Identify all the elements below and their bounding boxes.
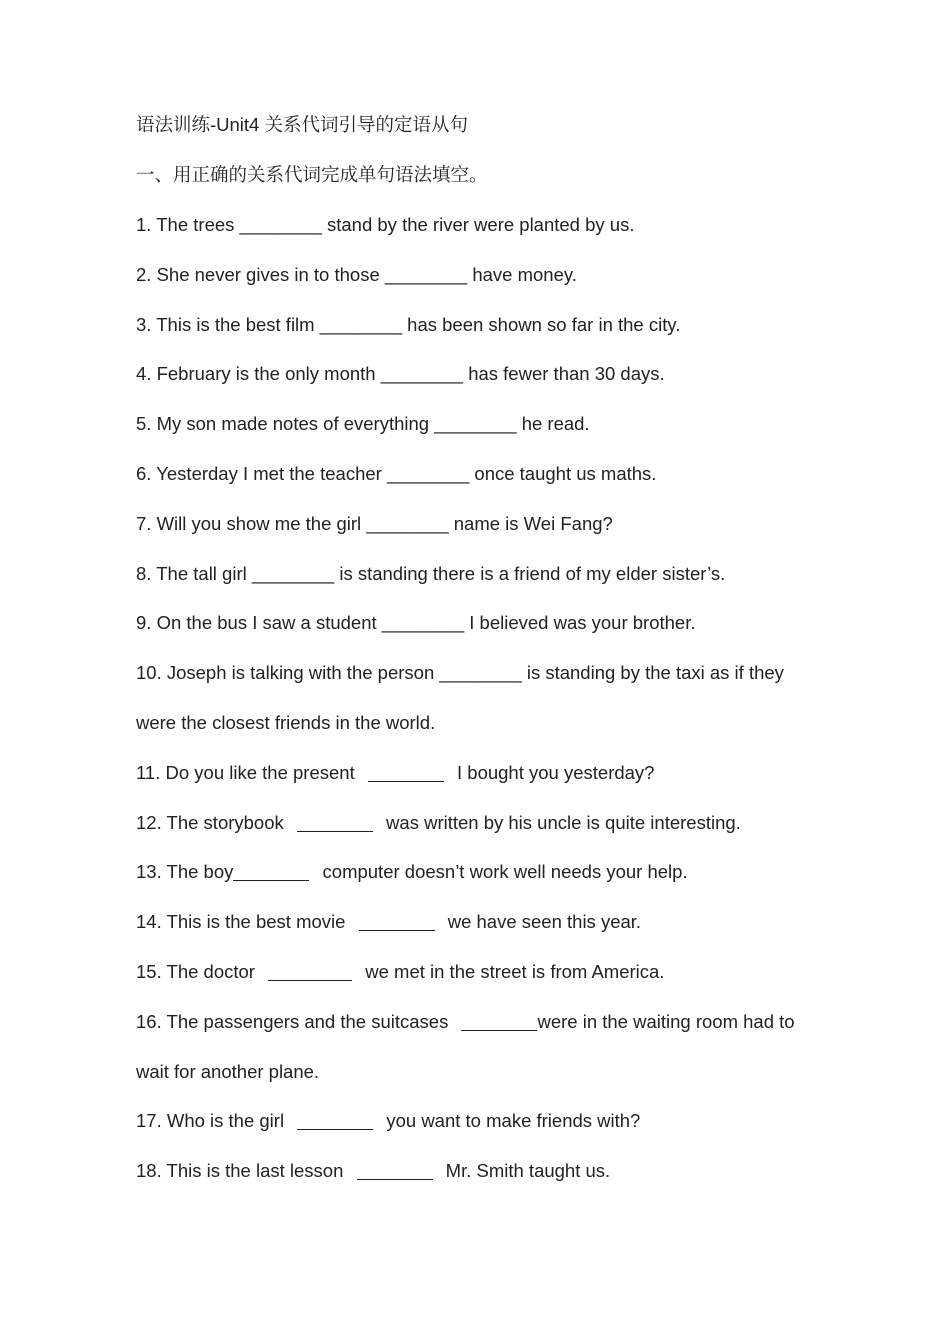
question-text-before: Do you like the present xyxy=(165,762,355,783)
section-heading: 一、用正确的关系代词完成单句语法填空。 xyxy=(136,164,488,185)
question-18 xyxy=(136,1159,610,1183)
answer-blank[interactable]: ________ xyxy=(251,563,335,584)
question-text-before: Joseph is talking with the person xyxy=(166,662,435,683)
question-text-after: has been shown so far in the city. xyxy=(407,314,681,335)
question-text-before: The tall girl xyxy=(156,563,247,584)
question-number: 15. xyxy=(136,961,162,982)
answer-blank[interactable] xyxy=(297,813,373,832)
question-text-before: Who is the girl xyxy=(166,1110,285,1131)
question-text-before: This is the last lesson xyxy=(166,1160,344,1181)
answer-blank[interactable] xyxy=(268,962,352,981)
question-6 xyxy=(136,462,656,486)
question-text-before: The passengers and the suitcases xyxy=(166,1011,449,1032)
question-text-before: On the bus I saw a student xyxy=(156,612,377,633)
question-12 xyxy=(136,811,741,835)
answer-blank[interactable] xyxy=(357,1161,433,1180)
question-13 xyxy=(136,860,688,884)
question-text-before: Will you show me the girl xyxy=(156,513,362,534)
question-11 xyxy=(136,761,654,785)
question-text-after: we have seen this year. xyxy=(447,911,642,932)
question-text-after: we met in the street is from America. xyxy=(365,961,665,982)
question-3 xyxy=(136,313,680,337)
answer-blank[interactable]: ________ xyxy=(386,463,470,484)
answer-blank[interactable] xyxy=(368,763,444,782)
question-text-after: is standing by the taxi as if they xyxy=(526,662,784,683)
answer-blank[interactable] xyxy=(297,1111,373,1130)
question-number: 13. xyxy=(136,861,162,882)
question-number: 11. xyxy=(136,762,161,783)
question-10 xyxy=(136,661,784,685)
worksheet-title: 语法训练-Unit4 关系代词引导的定语从句 xyxy=(136,114,468,135)
question-text-before: My son made notes of everything xyxy=(156,413,430,434)
answer-blank[interactable]: ________ xyxy=(439,662,522,683)
question-text-after: were in the waiting room had to xyxy=(537,1011,795,1032)
answer-blank[interactable]: ________ xyxy=(381,612,465,633)
question-number: 2. xyxy=(136,264,152,285)
question-text-after: you want to make friends with? xyxy=(386,1110,641,1131)
question-text-after: was written by his uncle is quite interesting. xyxy=(386,812,741,833)
question-text-after: have money. xyxy=(472,264,577,285)
question-number: 5. xyxy=(136,413,152,434)
answer-blank[interactable] xyxy=(359,912,435,931)
question-text-before: She never gives in to those xyxy=(156,264,380,285)
answer-blank[interactable] xyxy=(461,1012,537,1031)
question-number: 1. xyxy=(136,214,152,235)
question-number: 8. xyxy=(136,563,152,584)
question-text-before: The boy xyxy=(166,861,234,882)
question-16 xyxy=(136,1010,795,1034)
question-number: 6. xyxy=(136,463,152,484)
question-text-after: I believed was your brother. xyxy=(469,612,696,633)
answer-blank[interactable]: ________ xyxy=(366,513,449,534)
answer-blank[interactable] xyxy=(233,862,309,881)
answer-blank[interactable]: ________ xyxy=(384,264,468,285)
question-15 xyxy=(136,960,664,984)
question-text-after: he read. xyxy=(521,413,590,434)
question-7 xyxy=(136,512,613,536)
question-text-after: has fewer than 30 days. xyxy=(468,363,665,384)
question-10-continuation: were the closest friends in the world. xyxy=(136,712,436,733)
question-9 xyxy=(136,611,696,635)
question-text-after: once taught us maths. xyxy=(474,463,657,484)
question-text-before: The storybook xyxy=(166,812,284,833)
question-text-before: February is the only month xyxy=(156,363,376,384)
question-5 xyxy=(136,412,590,436)
answer-blank[interactable]: ________ xyxy=(434,413,517,434)
answer-blank[interactable]: ________ xyxy=(319,314,403,335)
question-text-after: computer doesn’t work well needs your help. xyxy=(322,861,688,882)
question-2 xyxy=(136,263,577,287)
question-number: 18. xyxy=(136,1160,162,1181)
answer-blank[interactable]: ________ xyxy=(239,214,322,235)
question-text-after: name is Wei Fang? xyxy=(453,513,613,534)
question-text-before: This is the best movie xyxy=(166,911,346,932)
question-number: 12. xyxy=(136,812,162,833)
question-number: 9. xyxy=(136,612,152,633)
question-14 xyxy=(136,910,641,934)
question-17 xyxy=(136,1109,640,1133)
question-number: 16. xyxy=(136,1011,162,1032)
question-number: 3. xyxy=(136,314,152,335)
question-text-before: Yesterday I met the teacher xyxy=(156,463,382,484)
question-text-after: Mr. Smith taught us. xyxy=(445,1160,611,1181)
answer-blank[interactable]: ________ xyxy=(380,363,464,384)
question-text-before: The trees xyxy=(156,214,235,235)
question-text-before: This is the best film xyxy=(156,314,315,335)
question-text-before: The doctor xyxy=(166,961,255,982)
question-16-continuation: wait for another plane. xyxy=(136,1061,320,1082)
question-8 xyxy=(136,562,725,586)
question-4 xyxy=(136,362,665,386)
question-number: 14. xyxy=(136,911,162,932)
question-text-after: I bought you yesterday? xyxy=(457,762,655,783)
question-number: 17. xyxy=(136,1110,162,1131)
question-text-after: stand by the river were planted by us. xyxy=(327,214,635,235)
question-number: 7. xyxy=(136,513,152,534)
question-number: 10. xyxy=(136,662,162,683)
question-1 xyxy=(136,213,634,237)
question-number: 4. xyxy=(136,363,152,384)
question-text-after: is standing there is a friend of my elder sister’s. xyxy=(339,563,726,584)
